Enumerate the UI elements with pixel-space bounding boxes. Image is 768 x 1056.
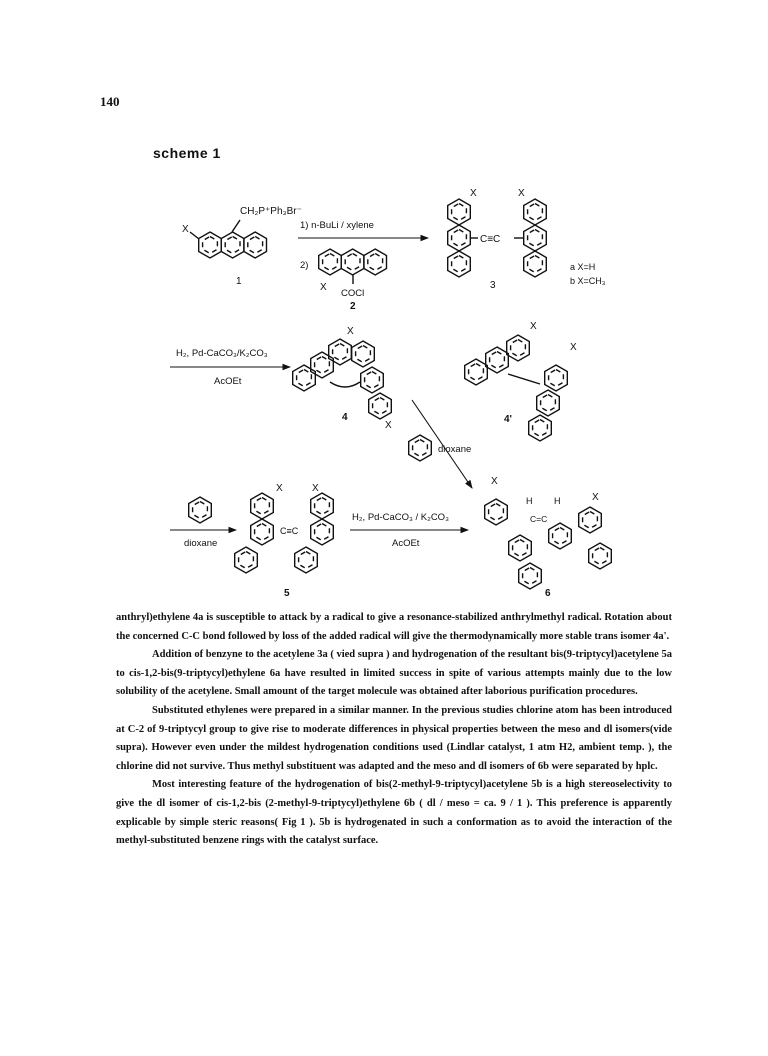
hydro-reagent-1: H₂, Pd-CaCO₃/K₂CO₃ <box>176 348 268 359</box>
step1-text: 1) n-BuLi / xylene <box>300 220 374 231</box>
acoet-1: AcOEt <box>214 376 242 387</box>
compound-1 <box>182 206 302 287</box>
compound-4 <box>293 326 392 431</box>
substituent-x-3a: X <box>470 188 477 199</box>
body-text <box>116 609 672 851</box>
h-atom-2: H <box>554 496 561 506</box>
substituent-x-3b: X <box>518 188 525 199</box>
substituent-x-6b: X <box>592 492 599 503</box>
legend-a: a X=H <box>570 262 596 272</box>
substituent-x-1: X <box>182 224 189 235</box>
reagent-ch2pph3br: CH₂P⁺Ph₃Br⁻ <box>240 206 302 217</box>
label-2: 2 <box>350 301 356 312</box>
label-6: 6 <box>545 588 551 599</box>
substituent-x-2: X <box>320 282 327 293</box>
cocl-label: COCl <box>341 288 365 299</box>
double-bond-label-6: C=C <box>530 514 548 524</box>
dioxane-label-1: dioxane <box>438 444 472 455</box>
paragraph-4: Most interesting feature of the hydrogenation of bis(2-methyl-9-triptycyl)acetylene 5b is a high stereoselectivity to give the dl isomer of cis-1,2-bis (2-methyl-9-triptycyl)ethylene 6b ( dl / meso = ca. 9 / 1 ). This preference is apparently explicable by simple steric reasons( Fig 1 ). 5b is hydrogenated in such a conformation as to avoid the interaction of the methyl-substituted benzene rings with the catalyst surface. <box>116 779 672 847</box>
triple-bond-label-5: C≡C <box>280 526 299 536</box>
label-3: 3 <box>490 280 496 291</box>
label-1: 1 <box>236 276 242 287</box>
compound-4prime <box>465 321 577 441</box>
substituent-x-5b: X <box>312 483 319 494</box>
compound-5 <box>235 483 334 599</box>
scheme-title: scheme 1 <box>153 145 221 161</box>
benzyne-addition-step <box>409 400 472 488</box>
label-4: 4 <box>342 412 348 423</box>
reaction-scheme <box>0 150 768 610</box>
dioxane-label-2: dioxane <box>184 538 218 549</box>
paragraph-3: Substituted ethylenes were prepared in a similar manner. In the previous studies chlorine atom has been introduced at C-2 of 9-triptycyl group to give rise to moderate differences in physical properties between the meso and dl isomers(vide supra). However even under the mildest hydrogenation conditions used (Lindlar catalyst, 1 atm H2, ambient temp. ), the chlorine did not survive. Thus methyl substituent was adapted and the meso and dl isomers of 6b were separated by hplc. <box>116 704 672 772</box>
reaction-step-1 <box>298 220 428 312</box>
hydro-reagent-2: H₂, Pd-CaCO₃ / K₂CO₃ <box>352 512 449 523</box>
substituent-x-6a: X <box>491 476 498 487</box>
step2-text: 2) <box>300 260 309 271</box>
compound-6 <box>485 476 612 599</box>
hydrogenation-step-1 <box>170 348 290 387</box>
h-atom-1: H <box>526 496 533 506</box>
paragraph-1: anthryl)ethylene 4a is susceptible to attack by a radical to give a resonance-stabilized anthrylmethyl radical. Rotation about the concerned C-C bond followed by loss of the added radical will give the thermodynamically more stable trans isomer 4a'. <box>116 612 672 642</box>
substituent-x-5a: X <box>276 483 283 494</box>
substituent-x-4b: X <box>385 420 392 431</box>
triple-bond-label: C≡C <box>480 234 501 245</box>
label-4prime: 4' <box>504 414 512 425</box>
substituent-x-4pb: X <box>570 342 577 353</box>
acoet-2: AcOEt <box>392 538 420 549</box>
substituent-x-4a: X <box>347 326 354 337</box>
compound-3 <box>448 188 606 291</box>
legend-b: b X=CH₃ <box>570 276 606 286</box>
label-5: 5 <box>284 588 290 599</box>
page-number: 140 <box>100 94 120 109</box>
hydrogenation-step-2 <box>350 512 468 549</box>
substituent-x-4pa: X <box>530 321 537 332</box>
paragraph-2: Addition of benzyne to the acetylene 3a ( vied supra ) and hydrogenation of the resultant bis(9-triptycyl)acetylene 5a to cis-1,2-bis(9-triptycyl)ethylene 6a have resulted in limited success in spite of various attempts mainly due to the low solubility of the acetylene. Small amount of the target molecule was obtained after laborious purification procedures. <box>116 649 672 698</box>
benzyne-step-to-5 <box>170 497 236 549</box>
